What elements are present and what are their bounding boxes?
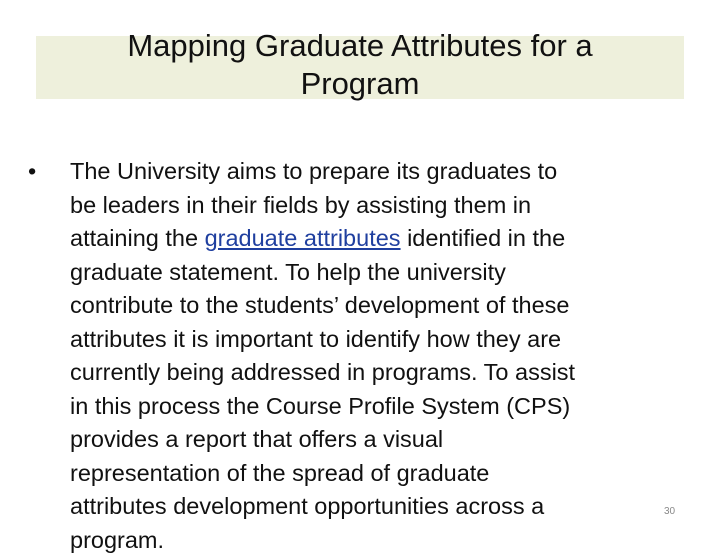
paragraph-line-12: program.	[70, 524, 720, 557]
body-paragraph	[70, 155, 720, 557]
slide-title	[36, 27, 684, 103]
slide-title-line-2: Program	[36, 65, 684, 103]
paragraph-line-3	[70, 222, 720, 256]
paragraph-line-11: attributes development opportunities across a	[70, 490, 720, 524]
paragraph-line-1: The University aims to prepare its graduates to	[70, 155, 720, 189]
paragraph-line-5: contribute to the students’ development of these	[70, 289, 720, 323]
slide-title-line-1: Mapping Graduate Attributes for a	[36, 27, 684, 65]
paragraph-line-3-end: identified in the	[401, 225, 566, 251]
paragraph-line-9: provides a report that offers a visual	[70, 423, 720, 457]
paragraph-line-8: in this process the Course Profile System (CPS)	[70, 390, 720, 424]
paragraph-line-7: currently being addressed in programs. To assist	[70, 356, 720, 390]
graduate-attributes-link[interactable]: graduate attributes	[205, 225, 401, 251]
paragraph-line-3-start: attaining the	[70, 225, 205, 251]
bullet-marker: •	[28, 155, 36, 189]
paragraph-line-4: graduate statement. To help the university	[70, 256, 720, 290]
paragraph-line-6: attributes it is important to identify how they are	[70, 323, 720, 357]
paragraph-line-10: representation of the spread of graduate	[70, 457, 720, 491]
paragraph-line-2: be leaders in their fields by assisting them in	[70, 189, 720, 223]
page-number: 30	[664, 506, 675, 517]
